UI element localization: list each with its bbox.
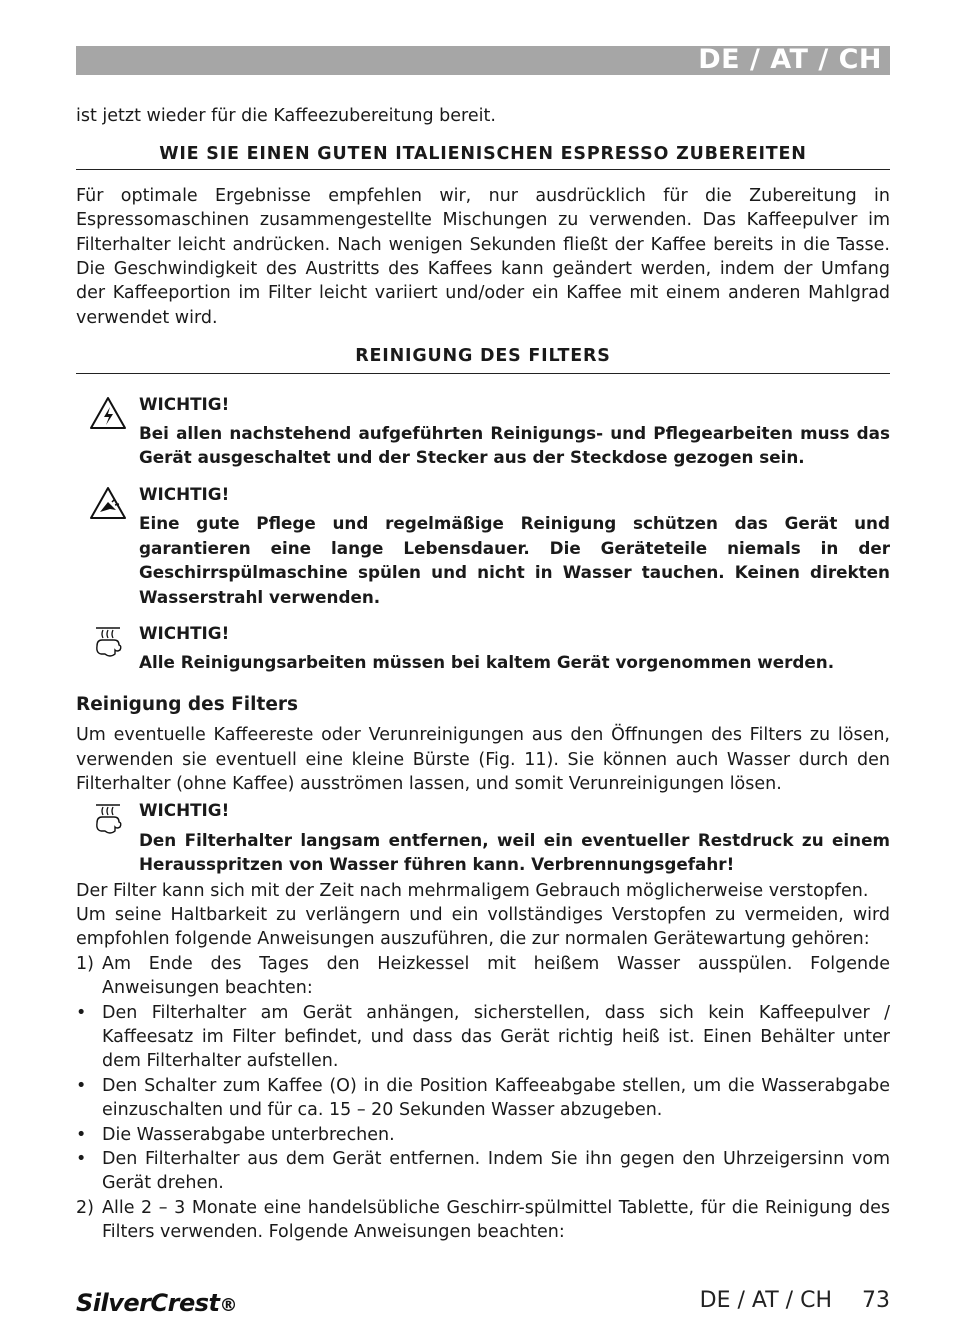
list-item-text: Alle 2 – 3 Monate eine handelsübliche Geschirr-spülmittel Tablette, für die Reinigung des Filters verwenden. Folgende Anweisungen beachten: bbox=[102, 1197, 890, 1243]
warning-note-care bbox=[76, 482, 890, 609]
warning-note-power bbox=[76, 392, 890, 470]
warning-note-pressure bbox=[76, 798, 890, 876]
brand-logo: SilverCrest® bbox=[76, 1289, 237, 1317]
maintenance-list bbox=[76, 952, 890, 1245]
list-item-text: Am Ende des Tages den Heizkessel mit heißem Wasser ausspülen. Folgende Anweisungen beachten: bbox=[102, 953, 890, 999]
espresso-paragraph: Für optimale Ergebnisse empfehlen wir, nur ausdrücklich für die Zubereitung in Espressomaschinen zusammengestellte Mischungen zu verwenden. Das Kaffeepulver im Filterhalter leicht andrücken. Nach wenigen Sekunden fließt der Kaffee bereits in die Tasse. Die Geschwindigkeit des Austritts des Kaffees kann geändert werden, indem der Umfang der Kaffeeportion im Filter leicht variiert und/oder ein Kaffee mit einem anderen Mahlgrad verwendet wird. bbox=[76, 185, 890, 328]
section-heading-espresso: WIE SIE EINEN GUTEN ITALIENISCHEN ESPRESSO ZUBEREITEN bbox=[76, 142, 890, 169]
hot-surface-icon bbox=[88, 624, 128, 660]
note-title: WICHTIG! bbox=[139, 622, 230, 643]
footer-info bbox=[700, 1288, 890, 1313]
maintenance-paragraph-2: Um seine Haltbarkeit zu verlängern und ein vollständiges Verstopfen zu vermeiden, wird empfohlen folgende Anweisungen auszuführen, die zur normalen Gerätewartung gehören: bbox=[76, 904, 890, 950]
note-text: Den Filterhalter langsam entfernen, weil ein eventueller Restdruck zu einem Herausspritzen von Wasser führen kann. Verbrennungsgefahr! bbox=[139, 829, 890, 875]
section-heading-filter-cleaning: REINIGUNG DES FILTERS bbox=[76, 344, 890, 373]
electric-shock-warning-icon bbox=[88, 395, 128, 431]
warning-note-cold bbox=[76, 621, 890, 675]
header-bar bbox=[76, 46, 890, 75]
page-number: 73 bbox=[862, 1288, 890, 1313]
list-item-text: Den Filterhalter am Gerät anhängen, sicherstellen, dass sich kein Kaffeepulver / Kaffeesatz im Filter befindet, und dass das Gerät richtig heiß ist. Einen Behälter unter dem Filterhalter aufstellen. bbox=[102, 1002, 890, 1072]
header-language: DE / AT / CH bbox=[698, 44, 882, 75]
list-item bbox=[76, 1001, 890, 1074]
list-item-text: Die Wasserabgabe unterbrechen. bbox=[102, 1124, 395, 1145]
intro-text: ist jetzt wieder für die Kaffeezubereitung bereit. bbox=[76, 106, 496, 126]
list-item-text: Den Schalter zum Kaffee (O) in die Position Kaffeeabgabe stellen, um die Wasserabgabe einzuschalten und für ca. 15 – 20 Sekunden Wasser abzugeben. bbox=[102, 1075, 890, 1121]
maintenance-paragraph-1: Der Filter kann sich mit der Zeit nach mehrmaligem Gebrauch möglicherweise verstopfen. bbox=[76, 880, 869, 901]
subsection-heading: Reinigung des Filters bbox=[76, 693, 298, 715]
list-marker: • bbox=[76, 1002, 87, 1023]
note-title: WICHTIG! bbox=[139, 800, 230, 821]
list-marker: • bbox=[76, 1075, 87, 1096]
list-item bbox=[76, 952, 890, 1001]
list-marker: • bbox=[76, 1149, 87, 1170]
note-text: Eine gute Pflege und regelmäßige Reinigung schützen das Gerät und garantieren eine lange Lebensdauer. Die Geräteteile niemals in der Geschirrspülmaschine spülen und nicht in Wasser tauchen. Keinen direkten Wasserstrahl verwenden. bbox=[139, 513, 890, 607]
list-item bbox=[76, 1147, 890, 1196]
list-marker: • bbox=[76, 1124, 87, 1145]
brand-name: SilverCrest bbox=[76, 1289, 220, 1317]
list-marker: 2) bbox=[76, 1197, 94, 1218]
list-item bbox=[76, 1074, 890, 1123]
list-item bbox=[76, 1196, 890, 1245]
note-title: WICHTIG! bbox=[139, 483, 230, 504]
list-item bbox=[76, 1123, 890, 1147]
caution-warning-icon bbox=[88, 485, 128, 521]
page-content bbox=[76, 104, 890, 1245]
list-item-text: Den Filterhalter aus dem Gerät entfernen. Indem Sie ihn gegen den Uhrzeigersinn vom Gerät drehen. bbox=[102, 1149, 890, 1194]
list-marker: 1) bbox=[76, 953, 94, 974]
footer-language: DE / AT / CH bbox=[699, 1288, 832, 1313]
note-text: Alle Reinigungsarbeiten müssen bei kaltem Gerät vorgenommen werden. bbox=[139, 652, 835, 673]
note-title: WICHTIG! bbox=[139, 393, 230, 414]
hot-surface-icon bbox=[88, 801, 128, 837]
note-text: Bei allen nachstehend aufgeführten Reinigungs- und Pflegearbeiten muss das Gerät ausgeschaltet und der Stecker aus der Steckdose gezogen sein. bbox=[139, 423, 890, 468]
subsection-paragraph: Um eventuelle Kaffeereste oder Verunreinigungen aus den Öffnungen des Filters zu lösen, verwenden sie eventuell eine kleine Bürste (Fig. 11). Sie können auch Wasser durch den Filterhalter (ohne Kaffee) ausströmen lassen, und somit Verunreinigungen lösen. bbox=[76, 725, 890, 794]
